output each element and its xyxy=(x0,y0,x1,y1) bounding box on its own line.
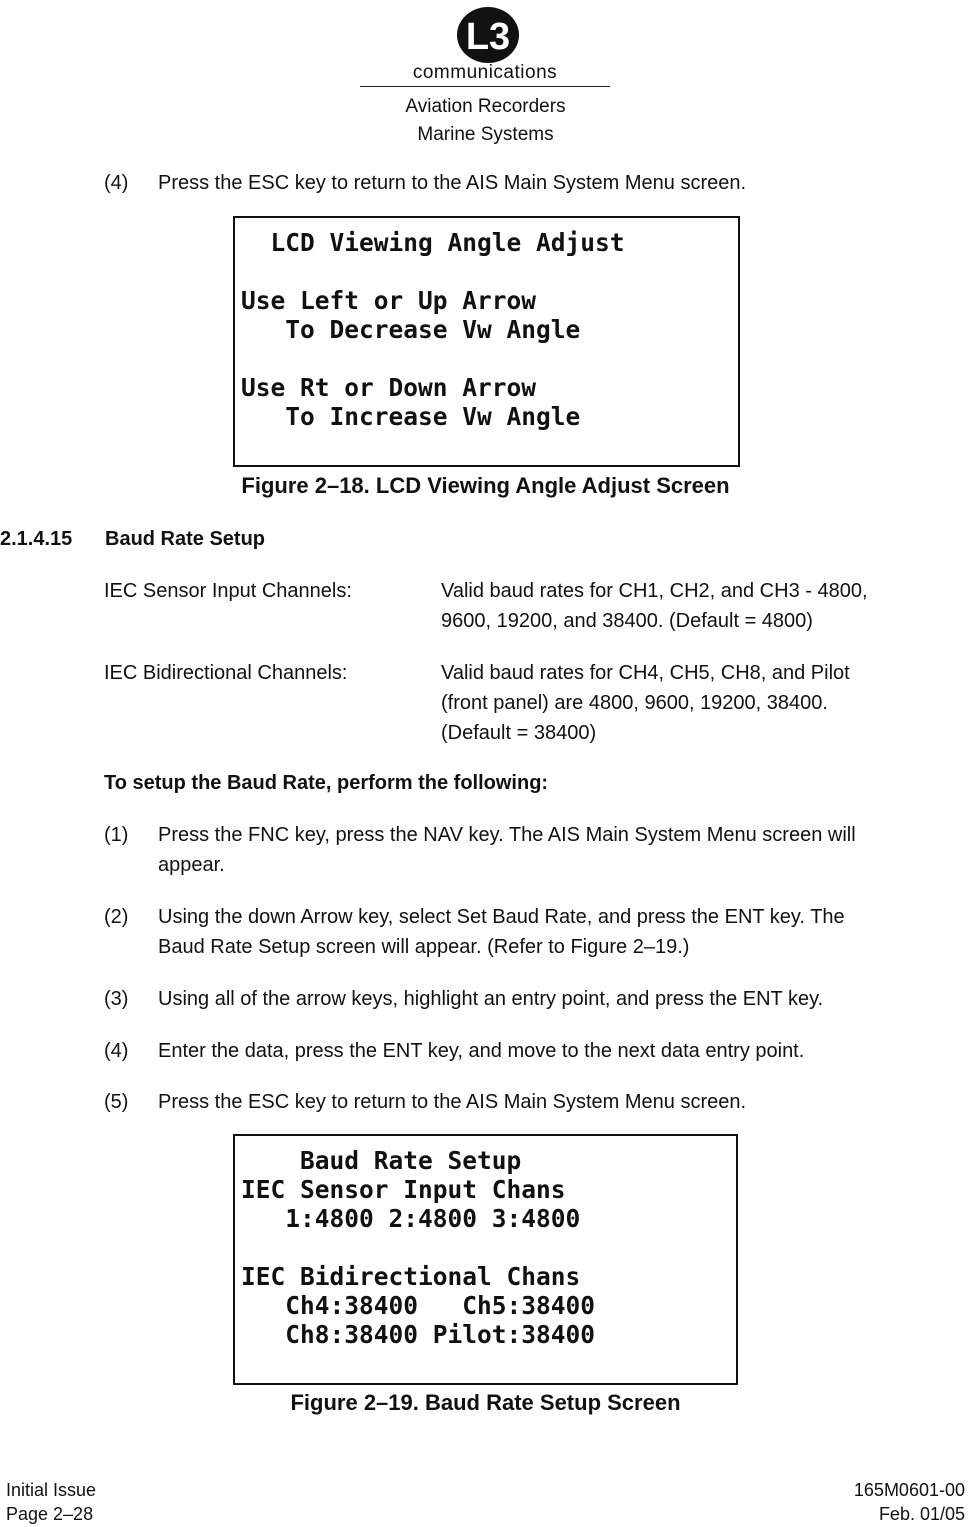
section-title: Baud Rate Setup xyxy=(105,528,266,550)
list-item xyxy=(0,902,971,962)
step-text: Baud Rate Setup screen will appear. (Refer to Figure 2–19.) xyxy=(158,936,690,958)
definition-desc-line: 9600, 19200, and 38400. (Default = 4800) xyxy=(441,610,813,632)
step-number: (1) xyxy=(104,824,129,846)
lcd-viewing-angle-screen xyxy=(233,216,740,467)
lcd-line: Baud Rate Setup xyxy=(241,1146,522,1175)
procedure-heading: To setup the Baud Rate, perform the following: xyxy=(104,772,549,794)
lcd-line: Ch4:38400 Ch5:38400 xyxy=(241,1291,596,1320)
step-text: Press the ESC key to return to the AIS Main System Menu screen. xyxy=(158,1091,747,1113)
lcd-line: IEC Bidirectional Chans xyxy=(241,1262,581,1291)
footer-issue: Initial Issue xyxy=(6,1480,97,1500)
step-text: Using all of the arrow keys, highlight an entry point, and press the ENT key. xyxy=(158,988,824,1010)
step-text: Press the FNC key, press the NAV key. The AIS Main System Menu screen will xyxy=(158,824,856,846)
section-number: 2.1.4.15 xyxy=(0,528,73,550)
logo-mark: L3 xyxy=(465,16,511,58)
lcd-line: Use Rt or Down Arrow xyxy=(241,373,537,402)
step-text: appear. xyxy=(158,854,225,876)
step-text: Press the ESC key to return to the AIS Main System Menu screen. xyxy=(158,172,747,194)
header-rule xyxy=(360,86,610,87)
lcd-line: LCD Viewing Angle Adjust xyxy=(241,228,625,257)
step-number: (3) xyxy=(104,988,129,1010)
step-number: (4) xyxy=(104,1040,129,1062)
figure-caption: Figure 2–19. Baud Rate Setup Screen xyxy=(290,1390,681,1415)
definition-desc-line: Valid baud rates for CH1, CH2, and CH3 - 4800, xyxy=(441,580,868,602)
list-item xyxy=(0,1087,971,1117)
lcd-line: 1:4800 2:4800 3:4800 xyxy=(241,1204,581,1233)
step-number: (4) xyxy=(104,172,129,194)
list-item xyxy=(0,1036,971,1066)
definition-term: IEC Sensor Input Channels: xyxy=(104,580,352,602)
lcd-line: Ch8:38400 Pilot:38400 xyxy=(241,1320,596,1349)
definition-desc-line: (front panel) are 4800, 9600, 19200, 38400. xyxy=(441,692,828,714)
definition-desc-line: (Default = 38400) xyxy=(441,722,597,744)
figure-caption: Figure 2–18. LCD Viewing Angle Adjust Screen xyxy=(241,473,730,498)
list-item xyxy=(0,984,971,1014)
step-number: (2) xyxy=(104,906,129,928)
footer-page-number: Page 2–28 xyxy=(6,1504,94,1524)
logo-wordmark: communications xyxy=(412,62,558,83)
header-division: Aviation Recorders xyxy=(405,96,566,117)
definition-desc-line: Valid baud rates for CH4, CH5, CH8, and Pilot xyxy=(441,662,850,684)
l3-logo-icon xyxy=(456,6,520,64)
footer-doc-number: 165M0601-00 xyxy=(853,1480,965,1500)
intro-step xyxy=(0,168,971,198)
footer-date: Feb. 01/05 xyxy=(878,1504,965,1524)
definition-term: IEC Bidirectional Channels: xyxy=(104,662,348,684)
step-text: Enter the data, press the ENT key, and move to the next data entry point. xyxy=(158,1040,805,1062)
lcd-line: Use Left or Up Arrow xyxy=(241,286,537,315)
lcd-line: IEC Sensor Input Chans xyxy=(241,1175,566,1204)
lcd-line: To Decrease Vw Angle xyxy=(241,315,581,344)
list-item xyxy=(0,820,971,880)
step-number: (5) xyxy=(104,1091,129,1113)
lcd-line: To Increase Vw Angle xyxy=(241,402,581,431)
header-subdivision: Marine Systems xyxy=(417,124,554,145)
lcd-baud-rate-screen xyxy=(233,1134,738,1385)
step-text: Using the down Arrow key, select Set Baud Rate, and press the ENT key. The xyxy=(158,906,845,928)
